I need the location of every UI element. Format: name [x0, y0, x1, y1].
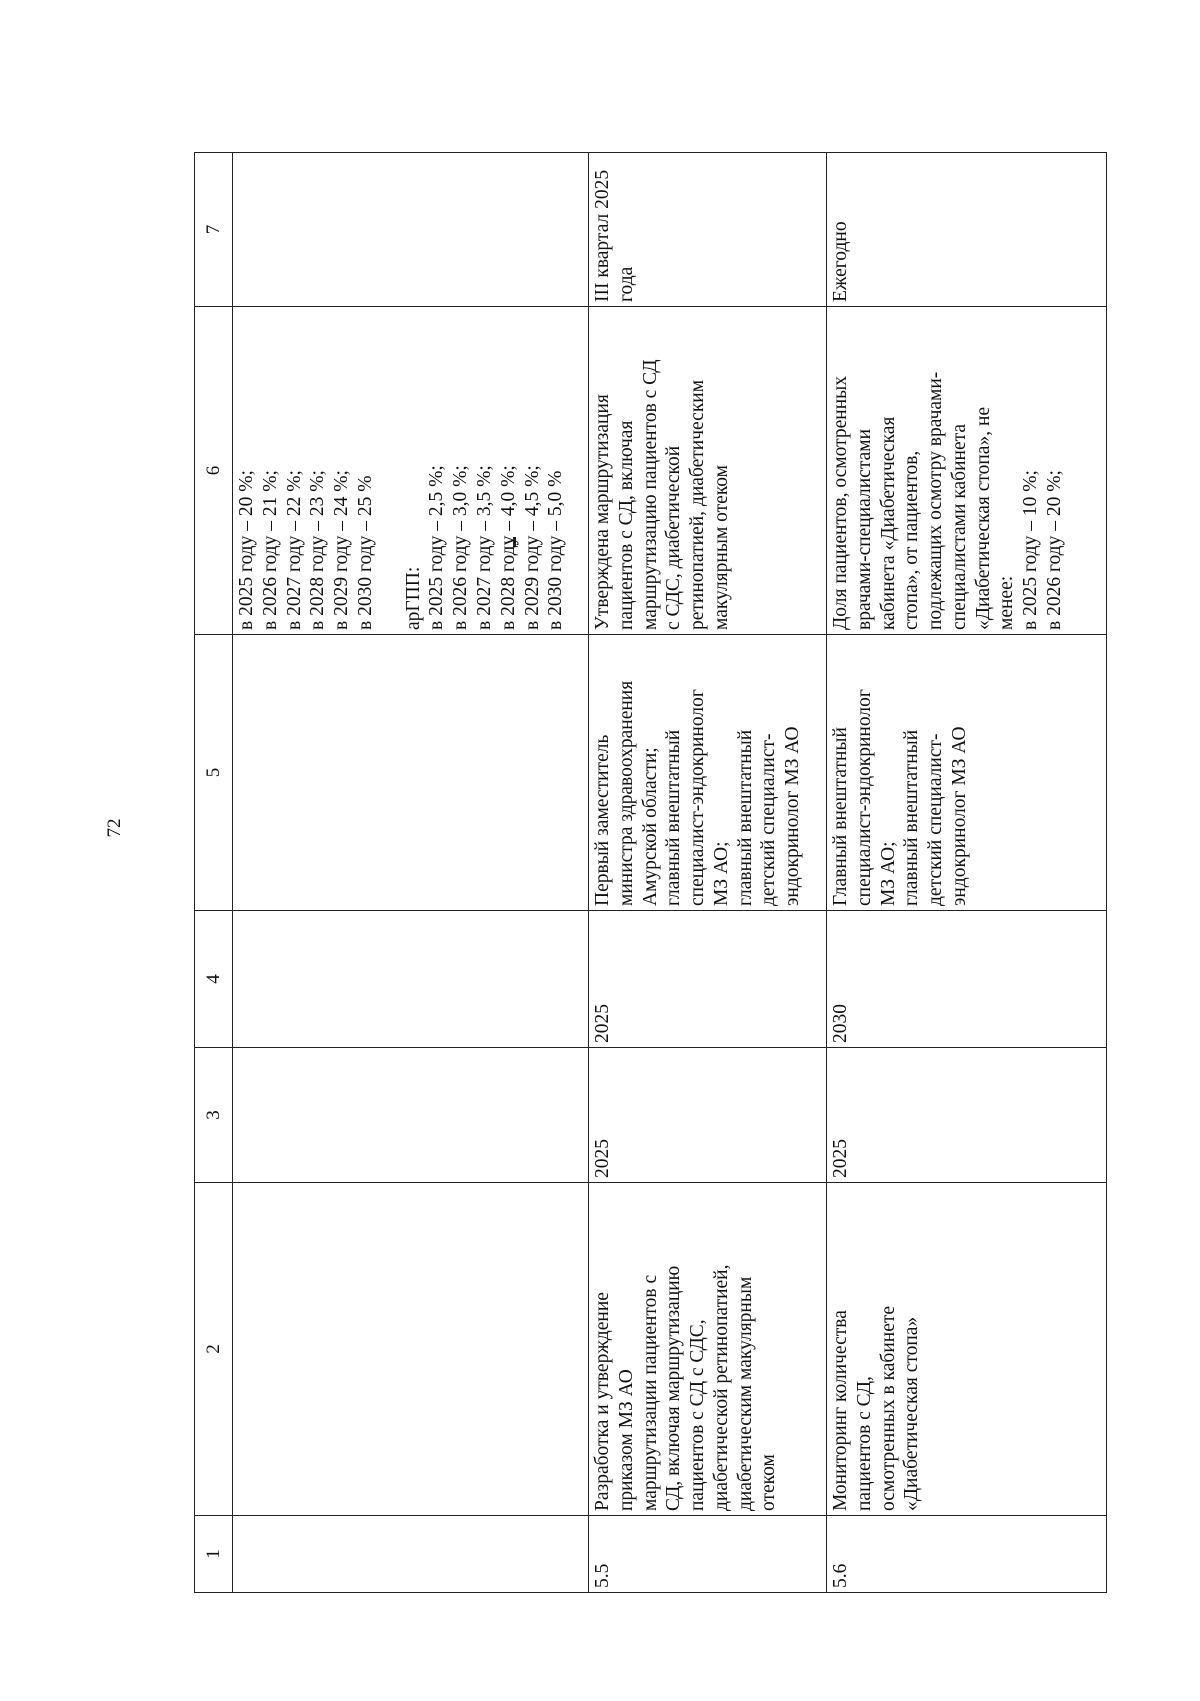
text-line: кабинета «Диабетическая	[877, 416, 899, 630]
text-line: в 2028 году – 4,0 %;	[497, 465, 519, 630]
text-line: министра здравоохранения	[615, 680, 637, 906]
text-line: Ежегодно	[830, 221, 851, 302]
start-year	[233, 1048, 589, 1183]
text-line: Разработка и утверждение	[592, 1292, 613, 1511]
deadline	[233, 153, 589, 307]
text-line: детский специалист-	[758, 733, 780, 906]
text-line: с СДС, диабетической	[663, 445, 685, 630]
column-header: 7	[195, 153, 233, 307]
text-line: врачами-специалистами	[853, 428, 875, 630]
text-line: в 2025 году – 20 %;	[236, 470, 257, 630]
table-row	[827, 153, 1107, 1593]
text-line: Амурской области;	[639, 747, 661, 906]
text-line: отеком	[758, 1454, 780, 1511]
activity-name	[233, 1183, 589, 1516]
text-line: в 2029 году – 4,5 %;	[521, 465, 543, 630]
text-line: макулярным отеком	[710, 464, 732, 630]
text-line: пациентов с СД,	[853, 1376, 875, 1511]
table-row	[233, 153, 589, 1593]
result-lines-b	[425, 311, 568, 630]
text-line: Доля пациентов, осмотренных	[830, 375, 851, 630]
text-line: эндокринолог МЗ АО	[782, 726, 804, 906]
rotated-table-container	[194, 153, 1106, 1593]
activities-table	[194, 152, 1107, 1593]
text-line: III квартал 2025	[592, 169, 613, 302]
column-header: 3	[195, 1048, 233, 1183]
column-header: 4	[195, 911, 233, 1048]
text-line: ретинопатией, диабетическим	[687, 379, 709, 630]
text-line: пациентов с СД с СДС,	[687, 1319, 709, 1511]
text-line: диабетической ретинопатией,	[710, 1264, 732, 1511]
text-line: пациентов с СД, включая	[615, 420, 637, 630]
text-line: стопа», от пациентов,	[901, 450, 923, 630]
end-year	[233, 911, 589, 1048]
column-header: 5	[195, 635, 233, 911]
responsible	[827, 635, 1107, 911]
result-indicator	[589, 307, 827, 635]
text-line: года	[615, 266, 637, 302]
text-line: в 2025 году – 10 %;	[1020, 470, 1042, 630]
end-year: 2030	[827, 911, 1107, 1048]
text-line: специалистами кабинета	[948, 423, 970, 630]
text-line: маршрутизации пациентов с	[639, 1274, 661, 1511]
row-number: 5.5	[589, 1516, 827, 1593]
text-line: в 2030 году – 5,0 %	[545, 470, 567, 630]
row-number	[233, 1516, 589, 1593]
text-line: приказом МЗ АО	[615, 1369, 637, 1511]
text-line: маршрутизацию пациентов с СД	[639, 359, 661, 630]
end-year: 2025	[589, 911, 827, 1048]
responsible	[233, 635, 589, 911]
text-line: МЗ АО;	[877, 841, 899, 906]
text-line: в 2025 году – 2,5 %;	[426, 465, 448, 630]
text-line: «Диабетическая стопа»	[901, 1316, 923, 1511]
header-row	[195, 153, 233, 1593]
text-line: в 2026 году – 21 %;	[259, 470, 281, 630]
activity-name	[589, 1183, 827, 1516]
text-line: в 2026 году – 20 %;	[1044, 470, 1066, 630]
text-line: осмотренных в кабинете	[877, 1305, 899, 1511]
text-line: в 2028 году – 23 %;	[307, 470, 329, 630]
text-line: главный внештатный	[734, 729, 756, 906]
text-line: в 2027 году – 22 %;	[283, 470, 305, 630]
result-lines-a	[235, 311, 378, 630]
text-line: менее:	[996, 575, 1018, 630]
page-number: 72	[104, 818, 125, 838]
text-line: специалист-эндокринолог	[853, 689, 875, 906]
text-line: СД, включая маршрутизацию	[663, 1265, 685, 1511]
text-line: Мониторинг количества	[830, 1310, 851, 1511]
text-line: МЗ АО;	[710, 841, 732, 906]
start-year: 2025	[827, 1048, 1107, 1183]
responsible	[589, 635, 827, 911]
deadline	[589, 153, 827, 307]
text-line: детский специалист-	[925, 733, 947, 906]
start-year: 2025	[589, 1048, 827, 1183]
text-line: главный внештатный	[901, 729, 923, 906]
text-line: диабетическим макулярным	[734, 1276, 756, 1511]
text-line: в 2030 году – 25 %	[354, 475, 376, 630]
text-line: в 2026 году – 3,0 %;	[450, 465, 472, 630]
text-line: эндокринолог МЗ АО	[948, 726, 970, 906]
column-header: 6	[195, 307, 233, 635]
result-indicator	[827, 307, 1107, 635]
text-line: подлежащих осмотру врачами-	[925, 371, 947, 630]
table-row	[589, 153, 827, 1593]
text-line: Первый заместитель	[592, 734, 613, 906]
result-label-b: арГПП:	[402, 566, 424, 630]
text-line: в 2029 году – 24 %;	[331, 470, 353, 630]
text-line: Главный внештатный	[830, 727, 851, 906]
text-line: Утверждена маршрутизация	[592, 394, 613, 630]
row-number: 5.6	[827, 1516, 1107, 1593]
activity-name	[827, 1183, 1107, 1516]
column-header: 2	[195, 1183, 233, 1516]
text-line: главный внештатный	[663, 729, 685, 906]
text-line: специалист-эндокринолог	[687, 689, 709, 906]
text-line: «Диабетическая стопа», не	[972, 406, 994, 630]
deadline	[827, 153, 1107, 307]
text-line: в 2027 году – 3,5 %;	[474, 465, 496, 630]
result-indicator	[233, 307, 589, 635]
column-header: 1	[195, 1516, 233, 1593]
